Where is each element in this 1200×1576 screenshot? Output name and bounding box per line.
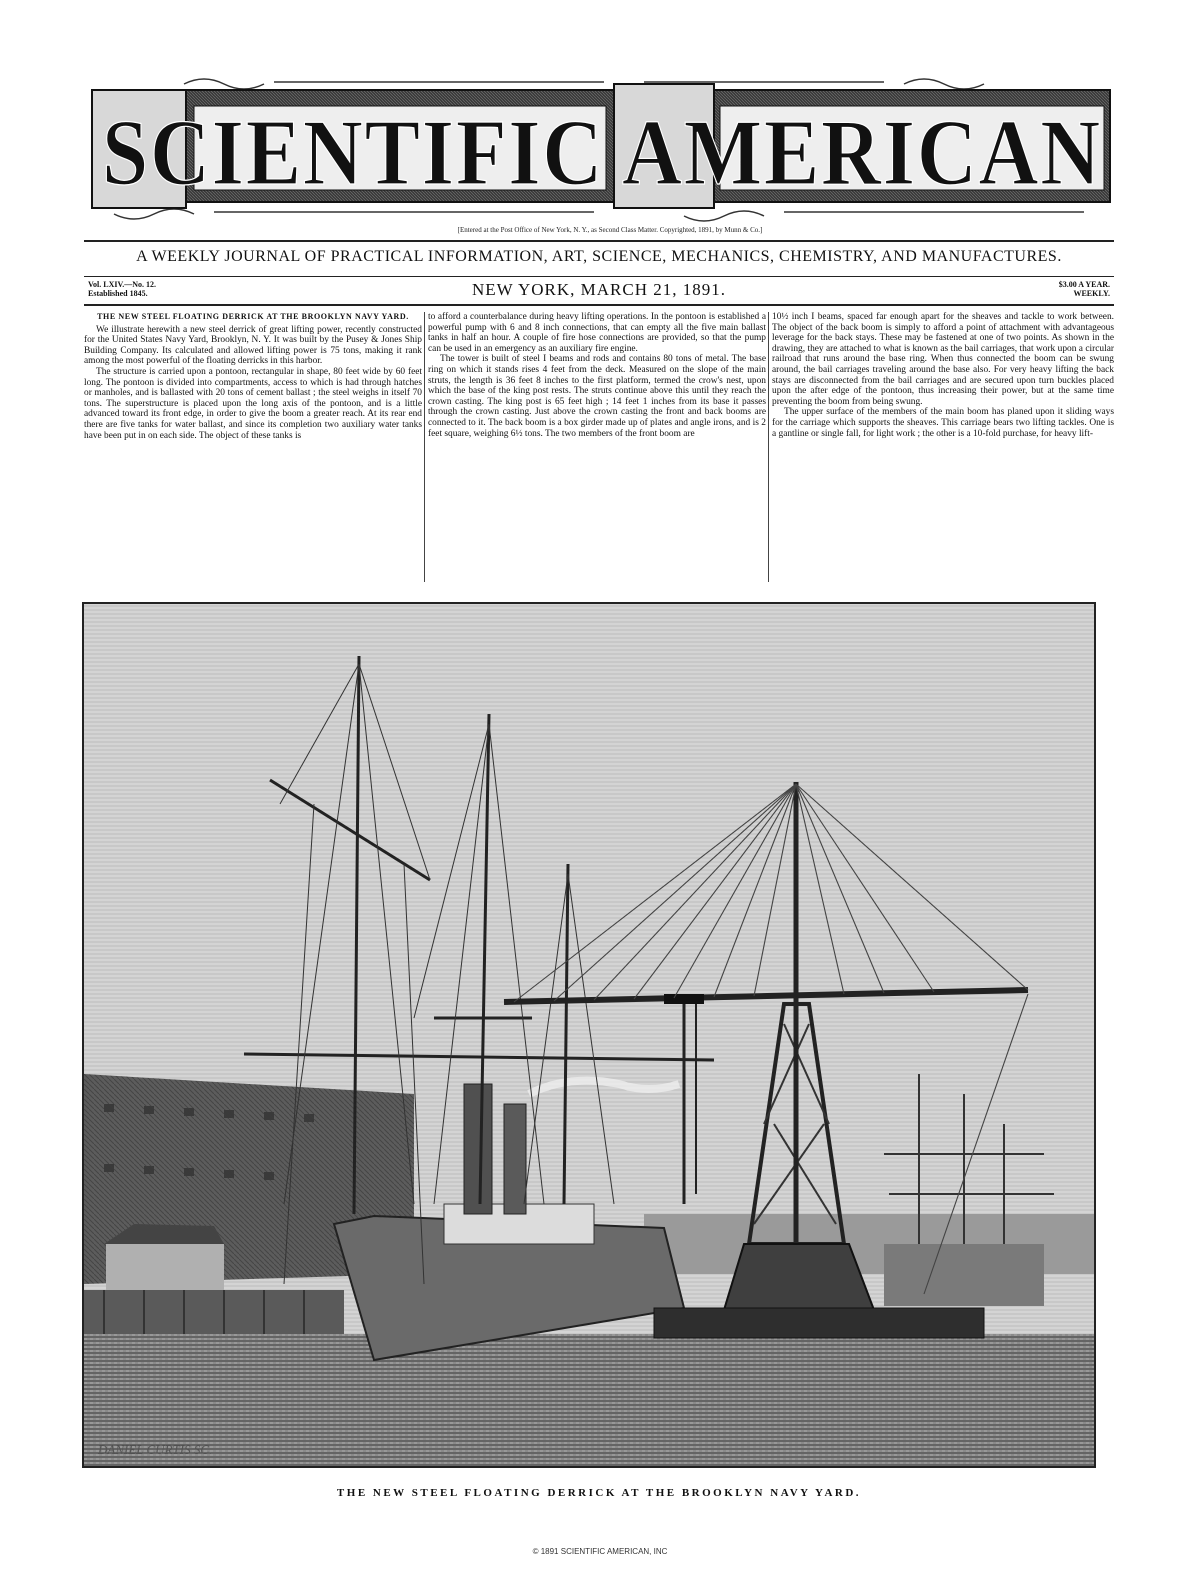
article-paragraph: We illustrate herewith a new steel derrick of great lifting power, recently constructed for the United States Navy Yard, Brooklyn, N. Y. It was built by the Pusey & Jones Ship Building Company. Its calculated and allowed lifting power is 75 tons, making it rank among the most powerful of the floating derricks in this harbor. bbox=[84, 324, 422, 367]
masthead bbox=[84, 72, 1114, 232]
article-heading: THE NEW STEEL FLOATING DERRICK AT THE BROOKLYN NAVY YARD. bbox=[97, 312, 409, 321]
article-paragraph: The upper surface of the members of the main boom has planed upon it sliding ways for the carriage which supports the sheaves. This carriage bears two lifting tackles. One is a gantline or single fall, for light work ; the other is a 10-fold purchase, for heavy lift- bbox=[772, 407, 1114, 439]
subtitle-bar bbox=[84, 240, 1114, 277]
article-paragraph: The tower is built of steel I beams and rods and contains 80 tons of metal. The base ring on which it stands rises 4 feet from the deck. Measured on the slope of the main struts, the length is 36 feet 8 inches to the first platform, termed the crow's nest, upon which the base of the king post rests. The struts continue above this until they reach the crown casting. The king post is 65 feet high ; 14 feet 1 inches from its base it passes through the crown casting. Just above the crown casting the front and back booms are connected to it. The back boom is a box girder made up of plates and angle irons, and is 2 feet square, weighing 6½ tons. The two members of the front boom are bbox=[428, 354, 766, 439]
article-paragraph: 10½ inch I beams, spaced far enough apart for the sheaves and tackle to work between. The object of the back boom is simply to afford a point of attachment with advantageous leverage for the back stays. These may be fastened at one of two points. As shown in the drawing, they are attached to what is known as the bail carriages, that work upon a circular railroad that runs around the base ring. When thus connected the boom can be swung around, the bail carriages traveling around the base also. For very heavy lifting the back stays are disconnected from the bail carriages and are secured upon turn buckles placed upon the after edge of the pontoon, thus increasing their power, but at the same time preventing the boom from being swung. bbox=[772, 312, 1114, 407]
masthead-banner bbox=[84, 72, 1114, 232]
issue-date: NEW YORK, MARCH 21, 1891. bbox=[471, 280, 727, 299]
derrick-engraving bbox=[82, 602, 1096, 1468]
article-paragraph: to afford a counterbalance during heavy lifting operations. In the pontoon is established a powerful pump with 6 and 8 inch connections, that can empty all the five main ballast tanks in half an hour. A couple of fire hose connections are provided, so that the pump can be used in an emergency as an auxiliary fire engine. bbox=[428, 312, 766, 354]
column-rule bbox=[768, 312, 769, 582]
copyright-notice: © 1891 SCIENTIFIC AMERICAN, INC bbox=[532, 1547, 668, 1556]
article-column-3 bbox=[772, 312, 1114, 582]
article-column-1 bbox=[84, 312, 422, 582]
masthead-title: SCIENTIFIC AMERICAN bbox=[102, 101, 1102, 205]
frequency-line: WEEKLY. bbox=[1073, 289, 1110, 298]
article-column-2 bbox=[428, 312, 766, 582]
engraving-drawing bbox=[84, 604, 1094, 1466]
engraver-signature: DANIEL CURTIS SC. bbox=[98, 1442, 213, 1457]
article-paragraph: The structure is carried upon a pontoon, rectangular in shape, 80 feet wide by 60 feet long. The pontoon is divided into compartments, access to which is had through hatches or manholes, and is ballasted with 20 tons of cement ballast ; the steel weighs in itself 70 tons. The superstructure is placed upon the long axis of the pontoon, and is a little advanced toward its front edge, in order to give the boom a greater reach. At its rear end there are five tanks for water ballast, and since its completion two auxiliary water tanks have been put in on each side. The object of these tanks is bbox=[84, 366, 422, 441]
entry-note: [Entered at the Post Office of New York, N. Y., as Second Class Matter. Copyrighted, 1891, by Munn & Co.] bbox=[457, 226, 763, 234]
subscription-price bbox=[1059, 280, 1110, 298]
illustration-caption: THE NEW STEEL FLOATING DERRICK AT THE BROOKLYN NAVY YARD. bbox=[336, 1487, 862, 1499]
journal-subtitle: A WEEKLY JOURNAL OF PRACTICAL INFORMATION, ART, SCIENCE, MECHANICS, CHEMISTRY, AND MANUFACTURES. bbox=[136, 248, 1062, 265]
price-line: $3.00 A YEAR. bbox=[1058, 280, 1110, 289]
volume-line: Vol. LXIV.—No. 12. bbox=[88, 280, 157, 289]
dateline-bar bbox=[84, 276, 1114, 306]
column-rule bbox=[424, 312, 425, 582]
established-line: Established 1845. bbox=[88, 289, 148, 298]
